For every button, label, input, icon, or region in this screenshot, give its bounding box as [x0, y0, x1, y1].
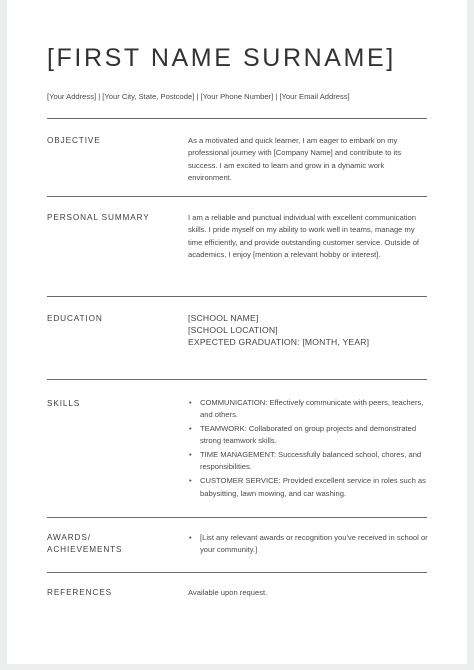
skills-list	[189, 397, 430, 501]
school-name: [SCHOOL NAME]	[188, 313, 259, 323]
list-item: • COMMUNICATION: Effectively communicate with peers, teachers, and others.	[189, 398, 424, 420]
skills-heading: SKILLS	[47, 399, 81, 408]
references-heading: REFERENCES	[47, 588, 112, 597]
objective-heading: OBJECTIVE	[47, 136, 101, 145]
school-location: [SCHOOL LOCATION]	[188, 325, 278, 336]
divider	[47, 196, 427, 197]
contact-line: [Your Address] | [Your City, State, Postcode] | [Your Phone Number] | [Your Email Address]	[47, 92, 350, 101]
divider	[47, 379, 427, 380]
awards-list	[189, 532, 430, 558]
resume-page	[7, 0, 467, 664]
list-item: • TIME MANAGEMENT: Successfully balanced school, chores, and responsibilities.	[189, 450, 422, 472]
candidate-name: [FIRST NAME SURNAME]	[47, 44, 396, 72]
references-text: Available upon request.	[188, 588, 268, 597]
personal-summary-heading: PERSONAL SUMMARY	[47, 213, 150, 222]
awards-heading: AWARDS/ ACHIEVEMENTS	[47, 533, 123, 554]
bullet-icon: •	[189, 533, 192, 542]
list-item: • CUSTOMER SERVICE: Provided excellent service in roles such as babysitting, lawn mowing, and car washing.	[189, 476, 426, 498]
personal-summary-text: I am a reliable and punctual individual with excellent communication skills. I pride myself on my ability to work well in teams, manage my time efficiently, and provide outstanding customer service. Outside of academics, I enjoy [mention a relevant hobby or interest].	[188, 213, 420, 259]
bullet-icon: •	[189, 450, 192, 460]
divider	[47, 572, 427, 573]
bullet-icon: •	[189, 476, 192, 486]
list-item: • TEAMWORK: Collaborated on group projects and demonstrated strong teamwork skills.	[189, 424, 417, 446]
bullet-icon: •	[189, 424, 192, 434]
expected-graduation: EXPECTED GRADUATION: [MONTH, YEAR]	[188, 337, 370, 348]
list-item: • [List any relevant awards or recognition you've received in school or your community.]	[189, 533, 428, 555]
divider	[47, 118, 427, 119]
divider	[47, 296, 427, 297]
objective-text: As a motivated and quick learner, I am eager to embark on my professional journey with [Company Name] and contribute to its success. I am excited to learn and grow in a dynamic work environment.	[188, 136, 402, 182]
education-details	[188, 312, 430, 349]
divider	[47, 517, 427, 518]
bullet-icon: •	[189, 398, 192, 407]
education-heading: EDUCATION	[47, 314, 103, 323]
